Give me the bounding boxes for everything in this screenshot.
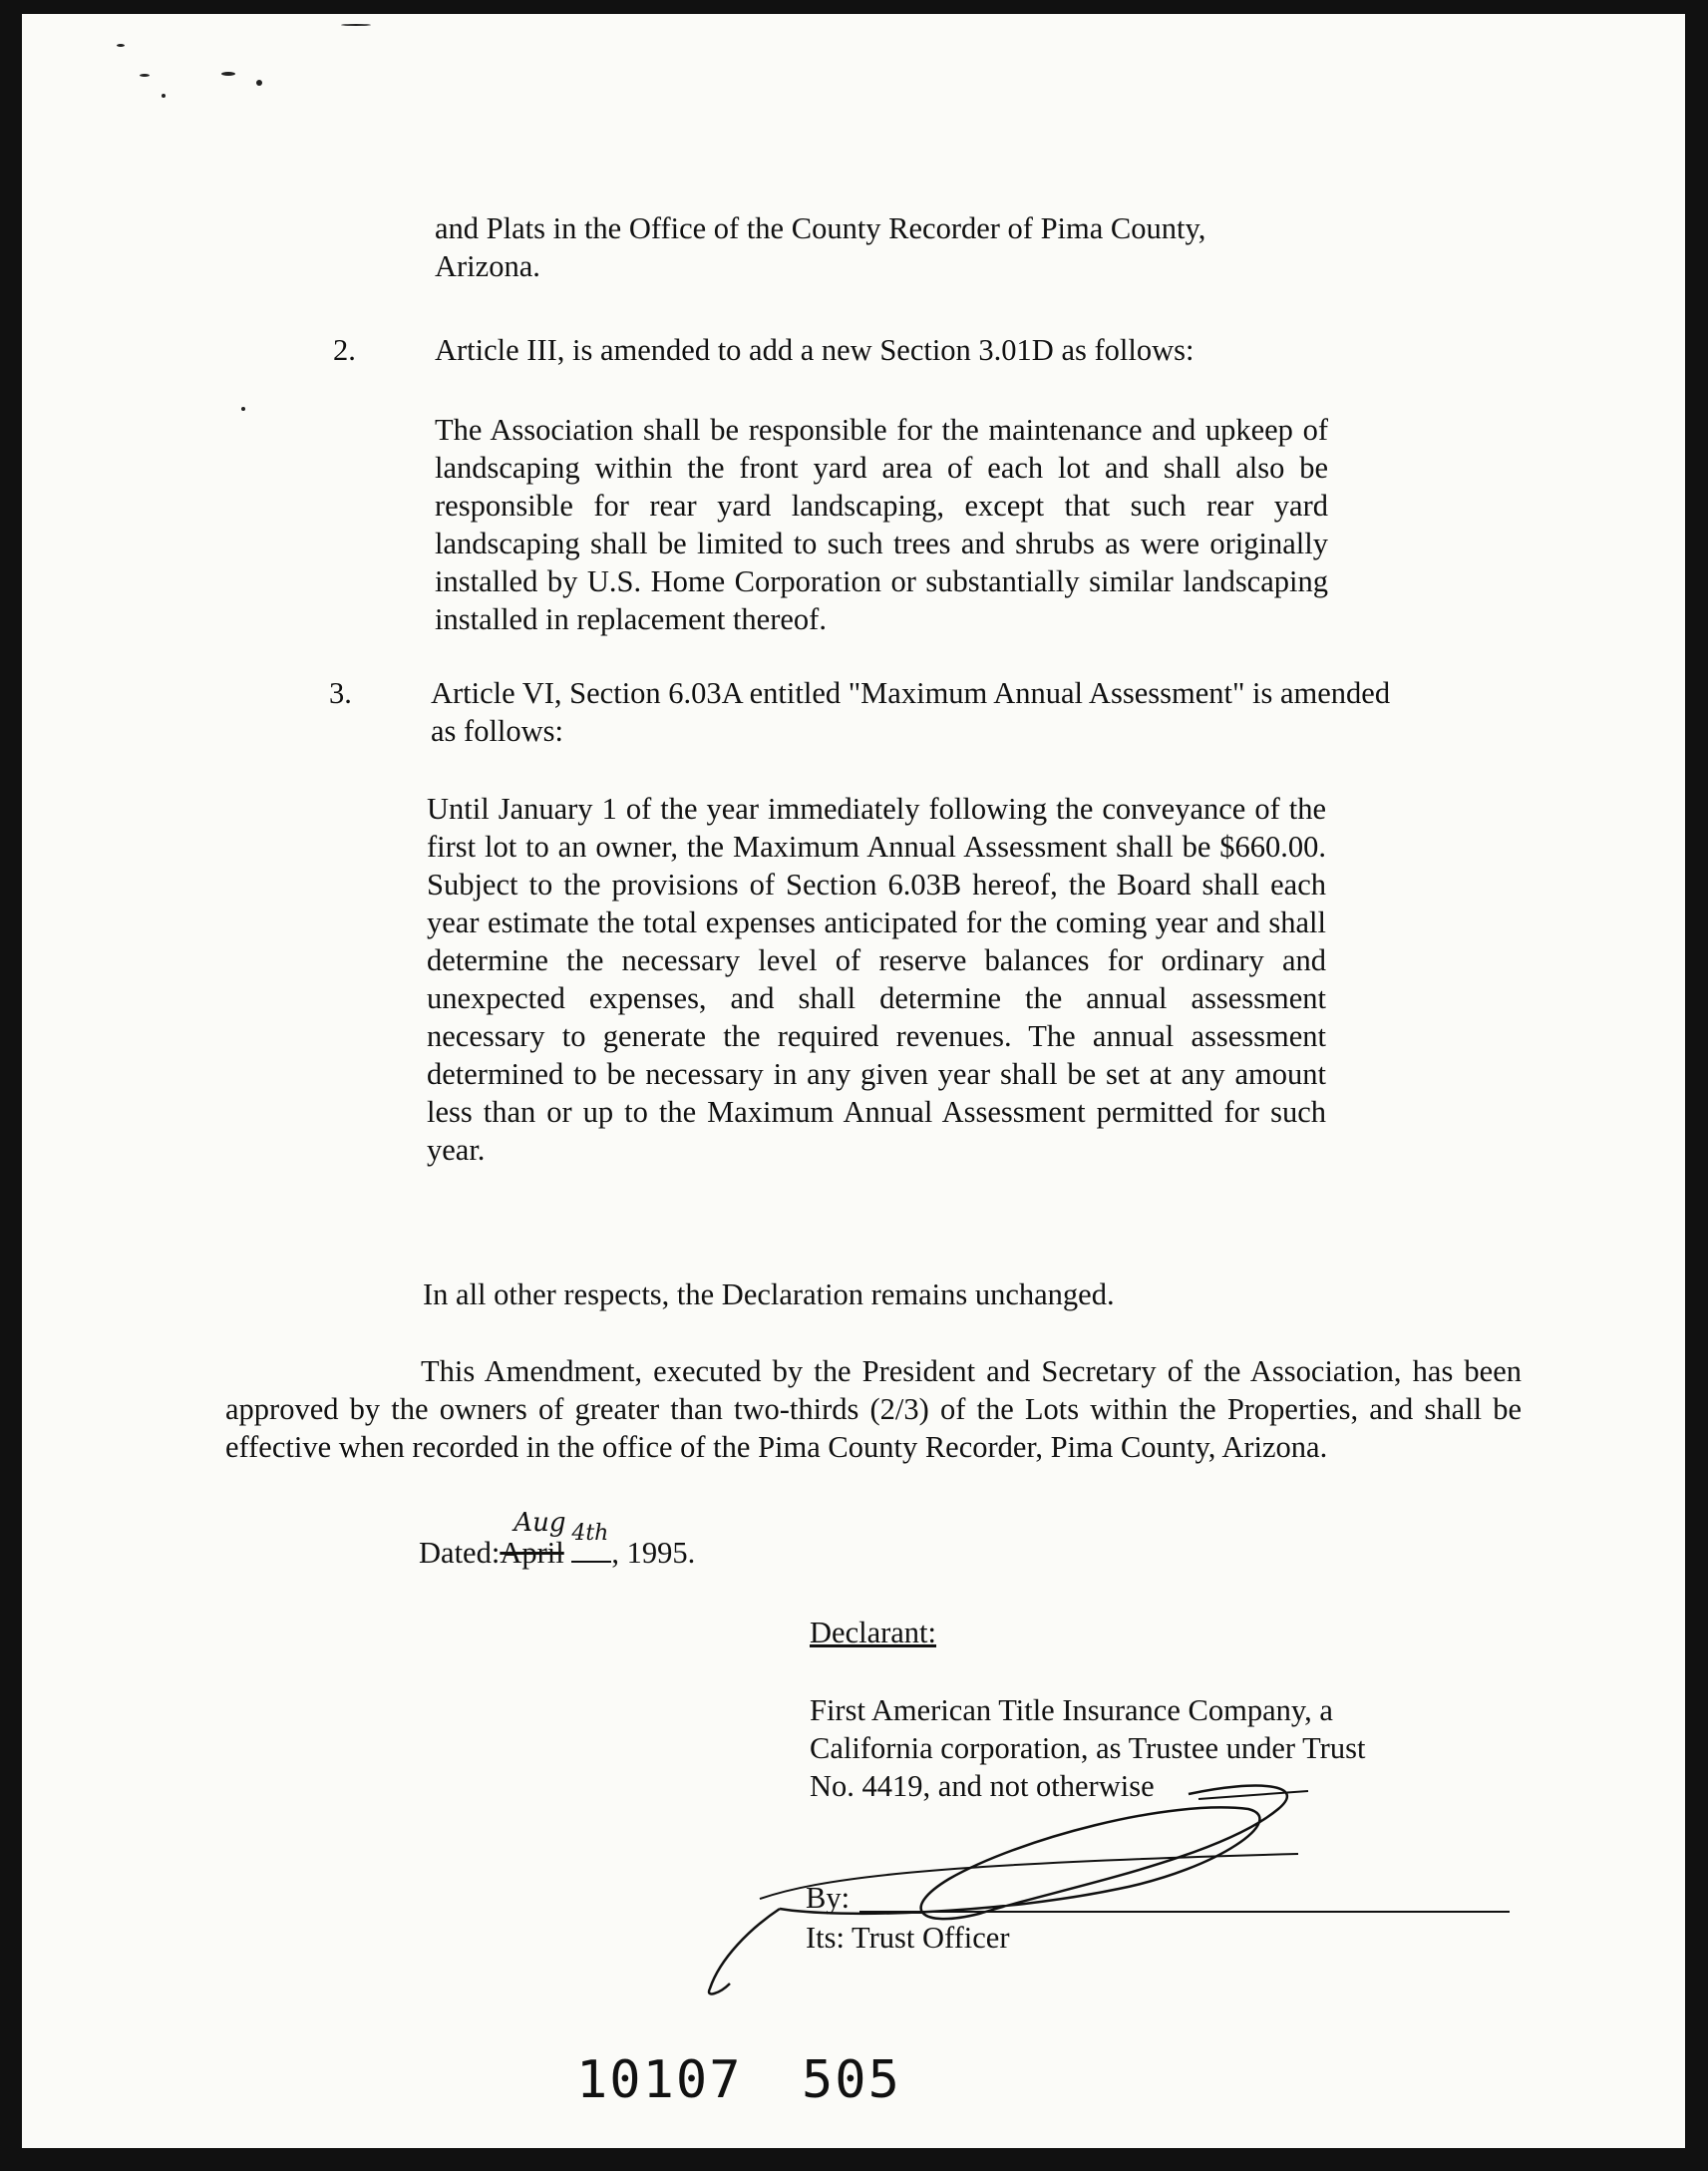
item-number: 2. (333, 333, 356, 367)
company-line: No. 4419, and not otherwise (810, 1769, 1155, 1803)
dated-year: , 1995. (611, 1536, 696, 1570)
by-label: By: (806, 1881, 851, 1915)
handwritten-day: 4th (571, 1521, 609, 1546)
text-line: Arizona. (435, 249, 540, 283)
company-line: First American Title Insurance Company, a (810, 1693, 1333, 1727)
text-line: and Plats in the Office of the County Recorder of Pima County, (435, 211, 1206, 245)
item-number: 3. (329, 676, 352, 710)
declarant-label: Declarant: (810, 1616, 937, 1649)
item-body: Until January 1 of the year immediately following the conveyance of the first lot to an owner, the Maximum Annual Assessment shall be $660.00. Subject to the provisions of Section 6.03B hereof, the Board shall each year estimate the total expenses anticipated for the coming year and shall determine the necessary level of reserve balances for ordinary and unexpected expenses, and shall determine the annual assessment necessary to generate the required revenues. The annual assessment determined to be necessary in any given year shall be set at any amount less than or up to the Maximum Annual Assessment permitted for such year. (427, 792, 1326, 1167)
item-body: The Association shall be responsible for the maintenance and upkeep of landscaping within the front yard area of each lot and shall also be responsible for rear yard landscaping, except that such rear yard landscaping shall be limited to such trees and shrubs as were originally installed by U.S. Home Corporation or substantially similar landscaping installed in replacement thereof. (435, 413, 1328, 636)
item-heading: Article III, is amended to add a new Section 3.01D as follows: (435, 333, 1195, 367)
title-label: Its: Trust Officer (806, 1921, 1010, 1955)
handwritten-signature (22, 14, 1685, 2148)
page-number: 505 (802, 2050, 901, 2110)
item-heading: Article VI, Section 6.03A entitled "Maximum Annual Assessment" is amended (431, 676, 1391, 710)
unchanged-statement: In all other respects, the Declaration remains unchanged. (423, 1277, 1115, 1311)
struck-month: April (500, 1536, 564, 1570)
book-number: 10107 (576, 2050, 743, 2110)
handwritten-month: Aug (513, 1508, 566, 1538)
item-heading: as follows: (431, 714, 564, 748)
dated-label: Dated: (419, 1536, 501, 1570)
amendment-paragraph: This Amendment, executed by the President and Secretary of the Association, has been approved by the owners of greater than two-thirds (2/3) of the Lots within the Properties, and shall be effective when recorded in the office of the Pima County Recorder, Pima County, Arizona. (225, 1354, 1522, 1464)
document-page (22, 14, 1685, 2148)
company-line: California corporation, as Trustee under Trust (810, 1731, 1366, 1765)
